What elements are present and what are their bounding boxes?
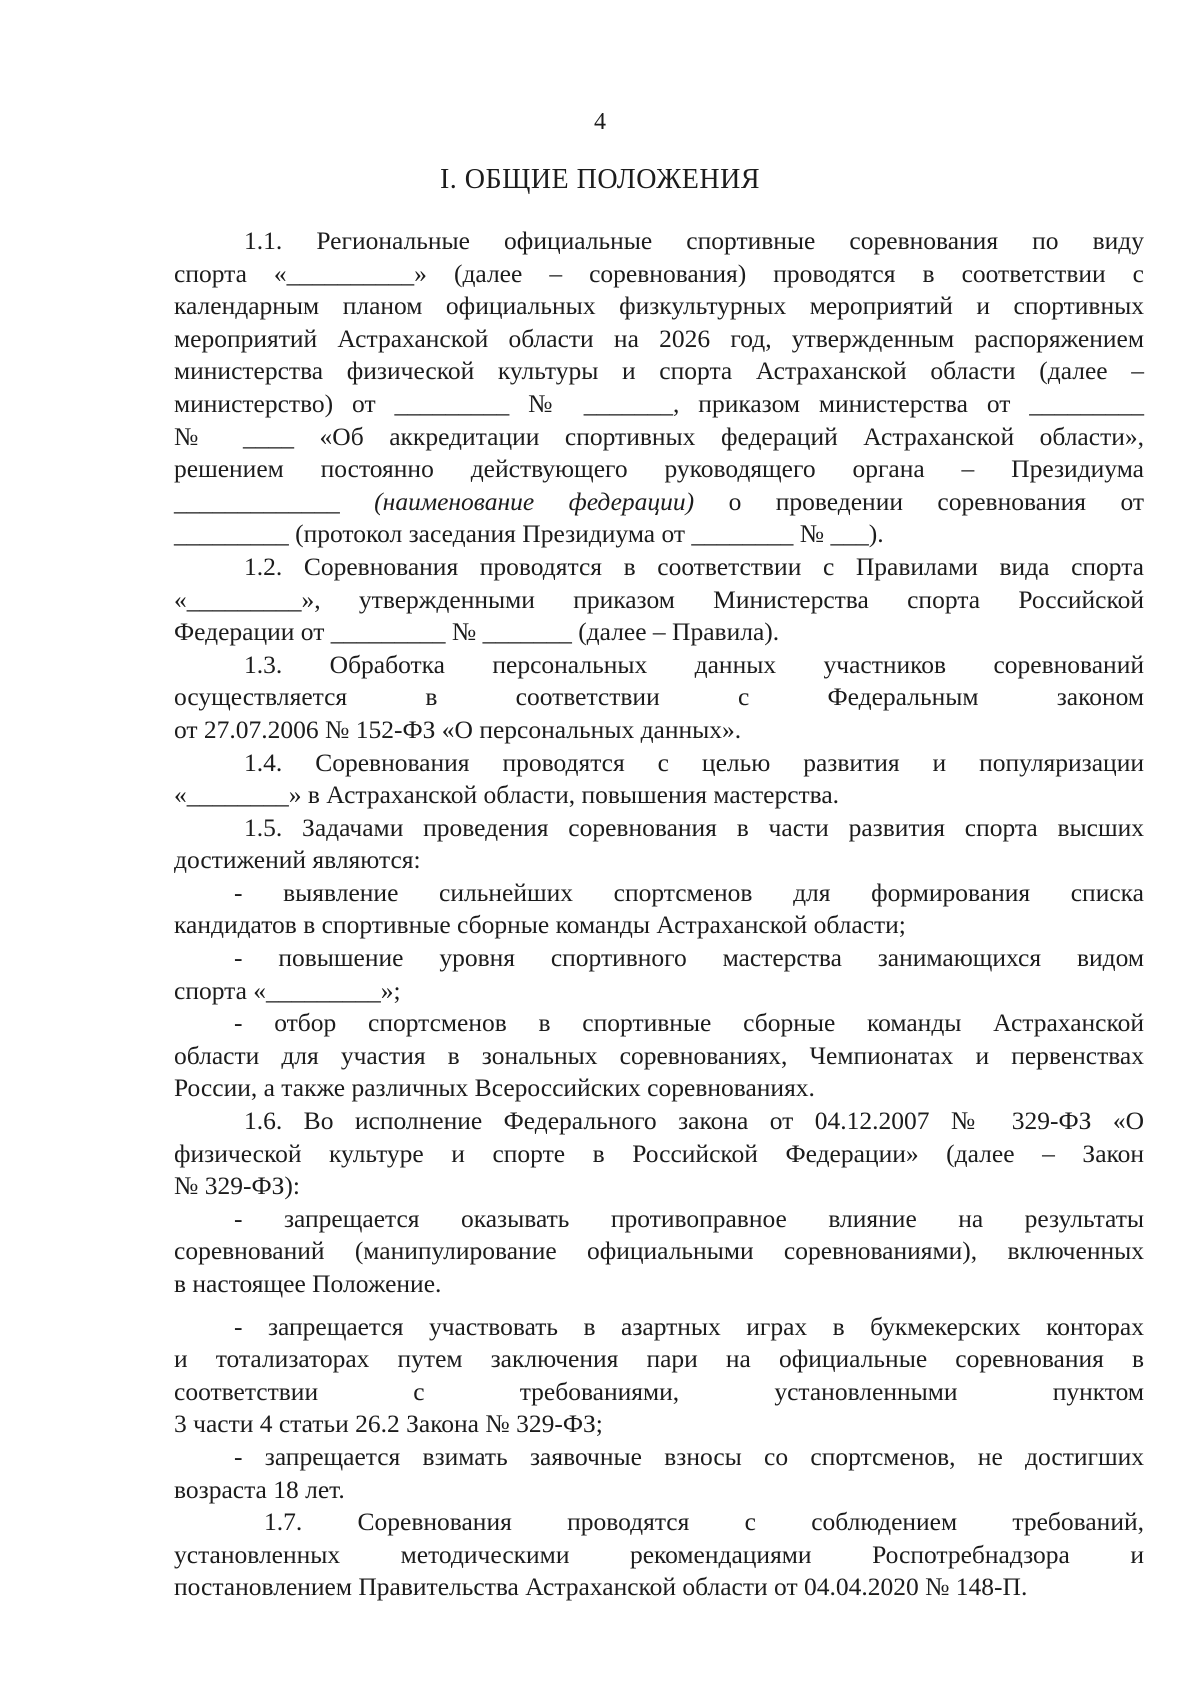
text-line: 1.1. Региональные официальные спортивные соревнования по виду [244, 226, 1144, 255]
list-item [174, 1203, 1144, 1301]
text-line: России, а также различных Всероссийских соревнованиях. [174, 1073, 815, 1103]
text-line: осуществляется в соответствии с Федеральным законом [174, 682, 1144, 712]
list-item [174, 1441, 1144, 1506]
text-line: мероприятий Астраханской области на 2026 год, утвержденным распоряжением [174, 323, 1144, 353]
paragraph-1-3 [174, 649, 1144, 747]
text-line: - запрещается взимать заявочные взносы со спортсменов, не достигших [234, 1441, 1144, 1471]
document-body [174, 225, 1144, 1604]
paragraph-gap [174, 1301, 1144, 1311]
text-line: достижений являются: [174, 845, 421, 875]
text-line: и тотализаторах путем заключения пари на официальные соревнования в [174, 1344, 1144, 1374]
text-line [174, 486, 1144, 519]
text-line: 1.3. Обработка персональных данных участников соревнований [244, 649, 1144, 679]
text-fragment: о проведении соревнования от [694, 486, 1144, 516]
paragraph-1-7 [174, 1506, 1144, 1604]
paragraph-1-1 [174, 225, 1144, 551]
text-line: - запрещается оказывать противоправное влияние на результаты [234, 1203, 1144, 1233]
text-line: календарным планом официальных физкультурных мероприятий и спортивных [174, 291, 1144, 321]
text-line: 1.5. Задачами проведения соревнования в части развития спорта высших [244, 812, 1144, 842]
text-line: решением постоянно действующего руководящего органа – Президиума [174, 454, 1144, 484]
text-line: установленных методическими рекомендациями Роспотребнадзора и [174, 1539, 1144, 1569]
text-line: министерства физической культуры и спорта Астраханской области (далее – [174, 356, 1144, 386]
text-line: Федерации от _________ № _______ (далее – Правила). [174, 617, 780, 647]
paragraph-1-5 [174, 812, 1144, 877]
text-line: возраста 18 лет. [174, 1474, 345, 1504]
section-title: I. ОБЩИЕ ПОЛОЖЕНИЯ [439, 164, 761, 195]
text-line: - отбор спортсменов в спортивные сборные команды Астраханской [234, 1008, 1144, 1038]
text-line: «_________», утвержденными приказом Министерства спорта Российской [174, 584, 1144, 614]
paragraph-1-6 [174, 1105, 1144, 1203]
text-line: соответствии с требованиями, установленными пунктом [174, 1376, 1144, 1406]
text-line: 3 части 4 статьи 26.2 Закона № 329-ФЗ; [174, 1409, 603, 1439]
text-line: 1.7. Соревнования проводятся с соблюдением требований, [264, 1507, 1144, 1537]
text-line: кандидатов в спортивные сборные команды Астраханской области; [174, 910, 906, 940]
blank-field: _____________ [174, 486, 375, 516]
paragraph-1-4 [174, 747, 1144, 812]
federation-name-placeholder: (наименование федерации) [374, 486, 695, 516]
text-line: министерство) от _________ № _______, приказом министерства от _________ [174, 388, 1144, 418]
list-item [174, 1007, 1144, 1105]
text-line: области для участия в зональных соревнованиях, Чемпионатах и первенствах [174, 1040, 1144, 1070]
paragraph-1-2 [174, 551, 1144, 649]
text-line: соревнований (манипулирование официальными соревнованиями), включенных [174, 1236, 1144, 1266]
list-item [174, 942, 1144, 1007]
text-line: 1.2. Соревнования проводятся в соответствии с Правилами вида спорта [244, 551, 1144, 581]
text-line: № ____ «Об аккредитации спортивных федераций Астраханской области», [174, 421, 1144, 451]
text-line: - выявление сильнейших спортсменов для формирования списка [234, 877, 1144, 907]
text-line: постановлением Правительства Астраханской области от 04.04.2020 № 148-П. [174, 1572, 1028, 1602]
text-line: 1.4. Соревнования проводятся с целью развития и популяризации [244, 747, 1144, 777]
list-item [174, 877, 1144, 942]
text-line: спорта «_________»; [174, 975, 401, 1005]
text-line: - запрещается участвовать в азартных играх в букмекерских конторах [234, 1311, 1144, 1341]
text-line: _________ (протокол заседания Президиума от ________ № ___). [174, 519, 884, 549]
page-number: 4 [594, 109, 606, 135]
text-line: № 329-ФЗ): [174, 1171, 300, 1201]
text-line: - повышение уровня спортивного мастерства занимающихся видом [234, 943, 1144, 973]
text-line: «________» в Астраханской области, повышения мастерства. [174, 780, 840, 810]
text-line: в настоящее Положение. [174, 1269, 442, 1298]
list-item [174, 1311, 1144, 1441]
text-line: физической культуре и спорте в Российской Федерации» (далее – Закон [174, 1138, 1144, 1168]
text-line: 1.6. Во исполнение Федерального закона от 04.12.2007 № 329-ФЗ «О [244, 1106, 1144, 1136]
text-line: от 27.07.2006 № 152-ФЗ «О персональных данных». [174, 714, 742, 744]
text-line: спорта «__________» (далее – соревнования) проводятся в соответствии с [174, 258, 1144, 288]
